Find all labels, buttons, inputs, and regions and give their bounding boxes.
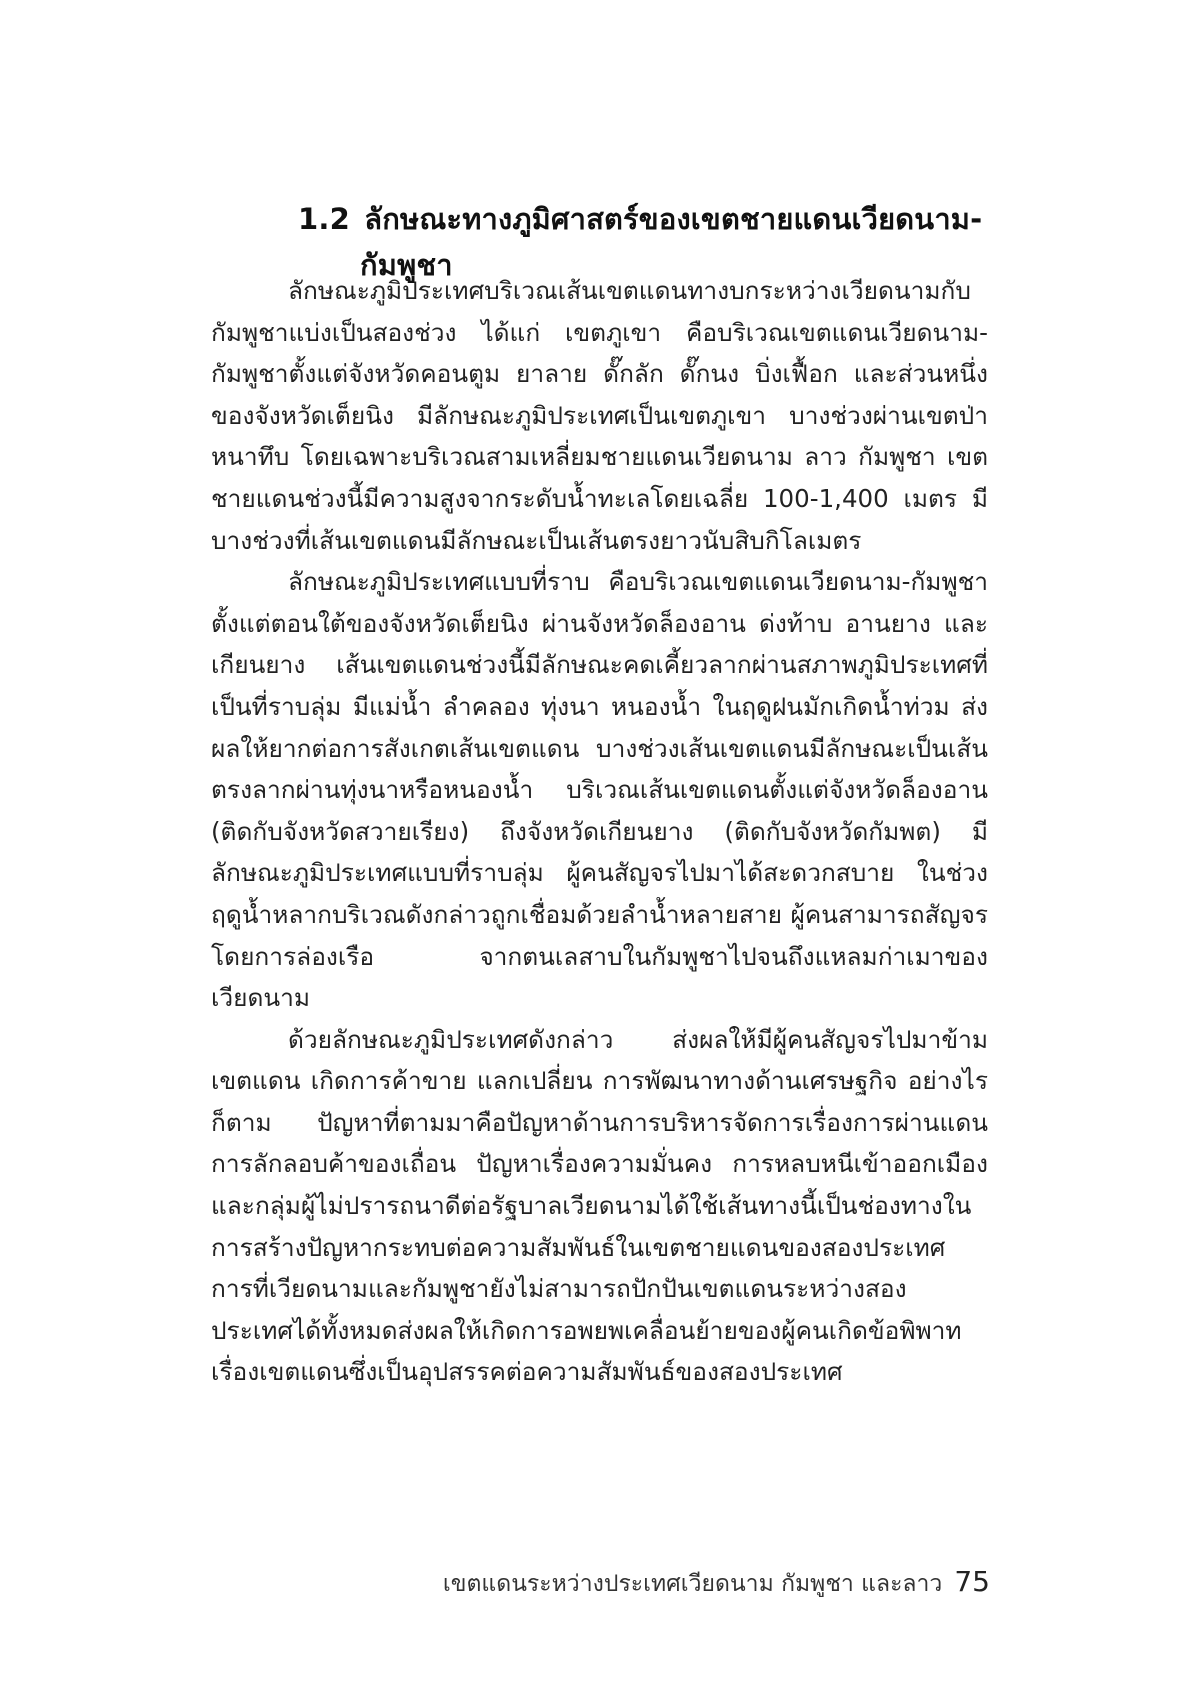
section-number: 1.2 — [298, 202, 350, 237]
page-number: 75 — [954, 1565, 990, 1598]
running-title: เขตแดนระหว่างประเทศเวียดนาม กัมพูชา และลาว — [442, 1571, 943, 1597]
paragraph-plain-region: ลักษณะภูมิประเทศแบบที่ราบ คือบริเวณเขตแดนเวียดนาม-กัมพูชาตั้งแต่ตอนใต้ของจังหวัดเต็ยนิง ผ่านจังหวัดล็องอาน ด่งท้าบ อานยาง และเกียนยาง เส้นเขตแดนช่วงนี้มีลักษณะคดเคี้ยวลากผ่านสภาพภูมิประเทศที่เป็นที่ราบลุ่ม มีแม่น้ำ ลำคลอง ทุ่งนา หนองน้ำ ในฤดูฝนมักเกิดน้ำท่วม ส่งผลให้ยากต่อการสังเกตเส้นเขตแดน บางช่วงเส้นเขตแดนมีลักษณะเป็นเส้นตรงลากผ่านทุ่งนาหรือหนองน้ำ บริเวณเส้นเขตแดนตั้งแต่จังหวัดล็องอาน (ติดกับจังหวัดสวายเรียง) ถึงจังหวัดเกียนยาง (ติดกับจังหวัดกัมพต) มีลักษณะภูมิประเทศแบบที่ราบลุ่ม ผู้คนสัญจรไปมาได้สะดวกสบาย ในช่วงฤดูน้ำหลากบริเวณดังกล่าวถูกเชื่อมด้วยลำน้ำหลายสาย ผู้คนสามารถสัญจรโดยการล่องเรือ จากตนเลสาบในกัมพูชาไปจนถึงแหลมก่าเมาของเวียดนาม — [211, 567, 988, 1013]
section-title-line1: ลักษณะทางภูมิศาสตร์ของเขตชายแดนเวียดนาม- — [364, 202, 983, 237]
section-title-line2: กัมพูชา — [360, 248, 453, 283]
paragraph-mountain-region: ลักษณะภูมิประเทศบริเวณเส้นเขตแดนทางบกระหว่างเวียดนามกับกัมพูชาแบ่งเป็นสองช่วง ได้แก่ เขตภูเขา คือบริเวณเขตแดนเวียดนาม-กัมพูชาตั้งแต่จังหวัดคอนตูม ยาลาย ดั๊กลัก ดั๊กนง บิ่งเฟื้อก และส่วนหนึ่งของจังหวัดเต็ยนิง มีลักษณะภูมิประเทศเป็นเขตภูเขา บางช่วงผ่านเขตป่าหนาทึบ โดยเฉพาะบริเวณสามเหลี่ยมชายแดนเวียดนาม ลาว กัมพูชา เขตชายแดนช่วงนี้มีความสูงจากระดับน้ำทะเลโดยเฉลี่ย 100-1,400 เมตร มีบางช่วงที่เส้นเขตแดนมีลักษณะเป็นเส้นตรงยาวนับสิบกิโลเมตร — [211, 276, 988, 555]
paragraph-consequences: ด้วยลักษณะภูมิประเทศดังกล่าว ส่งผลให้มีผู้คนสัญจรไปมาข้ามเขตแดน เกิดการค้าขาย แลกเปลี่ยน การพัฒนาทางด้านเศรษฐกิจ อย่างไรก็ตาม ปัญหาที่ตามมาคือปัญหาด้านการบริหารจัดการเรื่องการผ่านแดน การลักลอบค้าของเถื่อน ปัญหาเรื่องความมั่นคง การหลบหนีเข้าออกเมือง และกลุ่มผู้ไม่ปรารถนาดีต่อรัฐบาลเวียดนามได้ใช้เส้นทางนี้เป็นช่องทางในการสร้างปัญหากระทบต่อความสัมพันธ์ในเขตชายแดนของสองประเทศ การที่เวียดนามและกัมพูชายังไม่สามารถปักปันเขตแดนระหว่างสองประเทศได้ทั้งหมดส่งผลให้เกิดการอพยพเคลื่อนย้ายของผู้คนเกิดข้อพิพาทเรื่องเขตแดนซึ่งเป็นอุปสรรคต่อความสัมพันธ์ของสองประเทศ — [211, 1024, 988, 1387]
page-footer — [443, 1565, 990, 1602]
body-text — [211, 270, 988, 1393]
